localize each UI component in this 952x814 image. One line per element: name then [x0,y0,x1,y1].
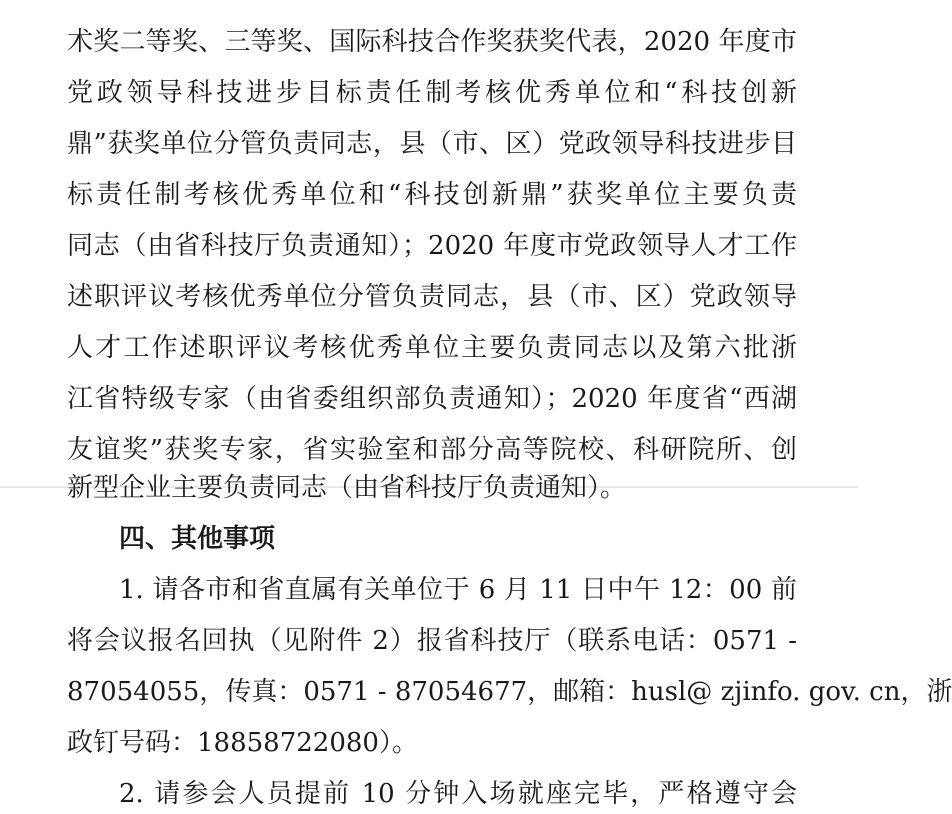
paragraph-line: 党政领导科技进步目标责任制考核优秀单位和“科技创新 [67,78,797,108]
paragraph-line: 江省特级专家（由省委组织部负责通知）；2020 年度省“西湖 [67,384,797,414]
paragraph-line: 述职评议考核优秀单位分管负责同志，县（市、区）党政领导 [67,282,797,312]
item1-line: 政钉号码：18858722080）。 [67,728,418,758]
paragraph-line: 标责任制考核优秀单位和“科技创新鼎”获奖单位主要负责 [67,180,797,210]
paragraph-line: 人才工作述职评议考核优秀单位主要负责同志以及第六批浙 [67,333,797,363]
paragraph-line: 新型企业主要负责同志（由省科技厅负责通知）。 [67,473,627,503]
paragraph-line: 术奖二等奖、三等奖、国际科技合作奖获奖代表，2020 年度市 [67,27,797,57]
item1-line: 将会议报名回执（见附件 2）报省科技厅（联系电话：0571 - [67,626,797,656]
paragraph-line: 鼎”获奖单位分管负责同志，县（市、区）党政领导科技进步目 [67,129,797,159]
paragraph-line: 友谊奖”获奖专家，省实验室和部分高等院校、科研院所、创 [67,435,797,465]
item2-line: 2. 请参会人员提前 10 分钟入场就座完毕，严格遵守会 [119,779,797,809]
section-heading: 四、其他事项 [119,524,276,554]
paragraph-line: 同志（由省科技厅负责通知）；2020 年度市党政领导人才工作 [67,231,797,261]
item1-line: 87054055，传真：0571 - 87054677，邮箱：husl@ zjinfo. gov. cn，浙 [67,677,952,707]
item1-line: 1. 请各市和省直属有关单位于 6 月 11 日中午 12：00 前 [119,575,797,605]
